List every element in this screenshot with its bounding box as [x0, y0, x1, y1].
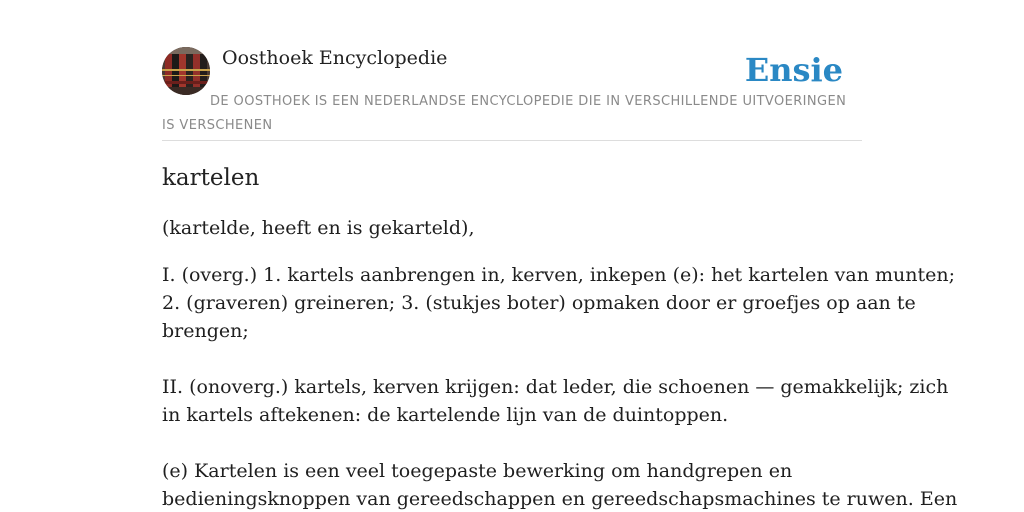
entry-content — [162, 162, 958, 512]
paragraph-gap — [162, 429, 867, 457]
site-tagline: DE OOSTHOEK IS EEN NEDERLANDSE ENCYCLOPEDIE DIE IN VERSCHILLENDE UITVOERINGEN IS VERSCHENEN — [162, 94, 847, 133]
definition-line: bedieningsknoppen van gereedschappen en gereedschapsmachines te ruwen. Een — [162, 488, 958, 510]
entry-title: kartelen — [162, 165, 260, 191]
paragraph-gap — [162, 345, 867, 373]
definition-line: brengen; — [162, 320, 249, 342]
encyclopedia-books-icon — [162, 47, 210, 95]
definition-line: I. (overg.) 1. kartels aanbrengen in, kerven, inkepen (e): het kartelen van munten; — [162, 264, 955, 286]
brand-logo[interactable]: Ensie — [744, 51, 843, 89]
definition-line: II. (onoverg.) kartels, kerven krijgen: dat leder, die schoenen — gemakkelijk; zich — [162, 376, 949, 398]
definition-line: in kartels aftekenen: de kartelende lijn van de duintoppen. — [162, 404, 729, 426]
site-header — [162, 46, 862, 141]
entry-inflection: (kartelde, heeft en is gekarteld), — [162, 217, 475, 239]
definition-line: (e) Kartelen is een veel toegepaste bewerking om handgrepen en — [162, 460, 793, 482]
definition-line: 2. (graveren) greineren; 3. (stukjes boter) opmaken door er groefjes op aan te — [162, 292, 916, 314]
entry-definition — [162, 261, 958, 512]
site-title[interactable]: Oosthoek Encyclopedie — [222, 47, 448, 69]
avatar[interactable] — [162, 47, 210, 95]
